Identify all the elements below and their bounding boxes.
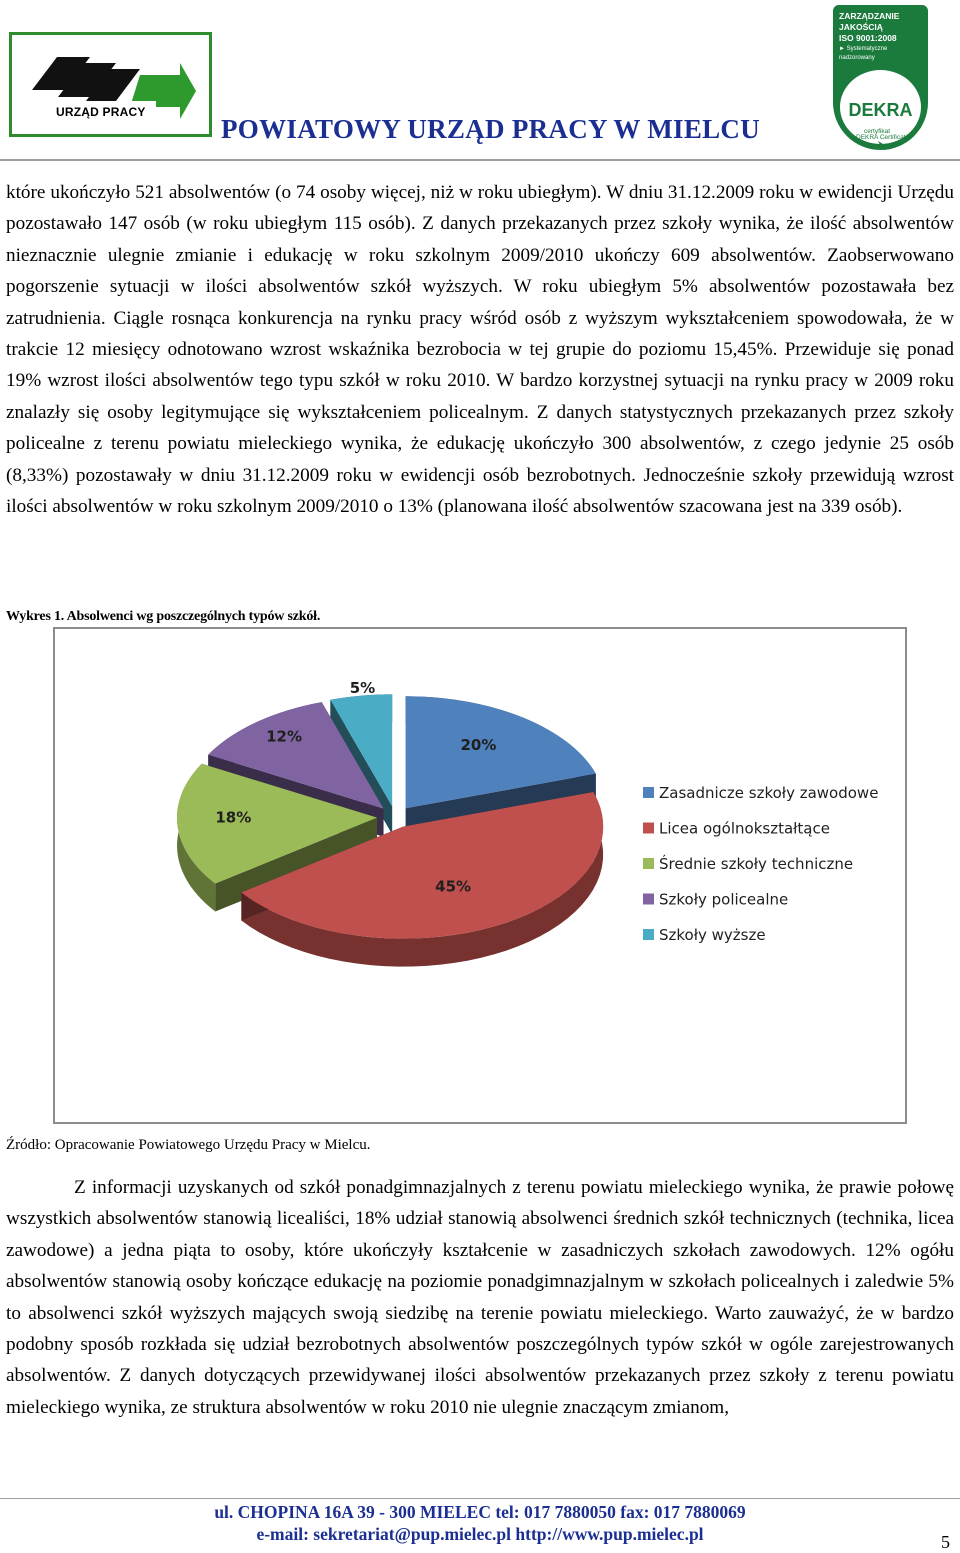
cert-line-5: nadzorowany bbox=[839, 55, 875, 61]
iso-certificate-badge bbox=[833, 5, 928, 150]
dekra-arrow-icon bbox=[876, 140, 894, 150]
logo-graphic-icon bbox=[12, 35, 209, 134]
cert-line-3: ISO 9001:2008 bbox=[839, 33, 897, 43]
legend-label-1: Licea ogólnokształtące bbox=[659, 819, 830, 838]
body-paragraph-2: Z informacji uzyskanych od szkół ponadgimnazjalnych z terenu powiatu mieleckiego wynika, że prawie połowę wszystkich absolwentów stanowią licealiści, 18% udział stanowią absolwenci średnich szkół technicznych (technika, licea zawodowe) a jedna piąta to osoby, które ukończyły kształcenie w zasadniczych szkołach zawodowych. 12% ogółu absolwentów stanowią osoby kończące edukację na poziomie ponadgimnazjalnym w szkołach policealnych i zaledwie 5% to absolwenci szkół wyższych mających swoją siedzibę na terenie powiatu mieleckiego. Warto zauważyć, że w bardzo podobny sposób rozkłada się udział bezrobotnych absolwentów poszczególnych typów szkół w ogóle zarejestrowanych absolwentów. Z danych dotyczących przewidywanej ilości absolwentów przekazanych przez szkoły z terenu powiatu mieleckiego wynika, ze struktura absolwentów w roku 2010 nie ulegnie znaczącym zmianom, bbox=[6, 1177, 954, 1418]
legend-swatch-3 bbox=[643, 894, 654, 905]
footer-contact: e-mail: sekretariat@pup.mielec.pl http://www.pup.mielec.pl bbox=[256, 1524, 704, 1544]
cert-line-2: JAKOŚCIĄ bbox=[839, 22, 883, 32]
office-logo bbox=[9, 32, 212, 137]
footer-divider bbox=[0, 1498, 960, 1499]
chart-caption: Wykres 1. Absolwenci wg poszczególnych typów szkół. bbox=[6, 609, 321, 624]
footer-address: ul. CHOPINA 16A 39 - 300 MIELEC tel: 017 7880050 fax: 017 7880069 bbox=[214, 1502, 746, 1522]
chart-source: Źródło: Opracowanie Powiatowego Urzędu Pracy w Mielcu. bbox=[6, 1137, 371, 1153]
data-label-3: 12% bbox=[266, 727, 303, 746]
legend-label-0: Zasadnicze szkoły zawodowe bbox=[659, 784, 879, 802]
cert-bottom-text: certyfikat bbox=[864, 128, 891, 135]
legend-swatch-0 bbox=[643, 787, 654, 798]
cert-ring-text: DEKRA Certification bbox=[856, 134, 915, 141]
legend-swatch-1 bbox=[643, 823, 654, 834]
dekra-seal bbox=[837, 67, 924, 147]
legend-swatch-2 bbox=[643, 858, 654, 869]
data-label-2: 18% bbox=[215, 808, 252, 827]
data-label-1: 45% bbox=[435, 877, 472, 896]
pie-chart-canvas bbox=[55, 629, 905, 1122]
legend-swatch-4 bbox=[643, 929, 654, 940]
header-divider bbox=[0, 159, 960, 161]
data-label-0: 20% bbox=[460, 736, 497, 755]
pie-chart bbox=[53, 627, 907, 1124]
page-number: 5 bbox=[941, 1532, 950, 1552]
cert-brand: DEKRA bbox=[848, 100, 913, 120]
legend-label-2: Średnie szkoły techniczne bbox=[659, 855, 854, 873]
body-paragraph-1: które ukończyło 521 absolwentów (o 74 osoby więcej, niż w roku ubiegłym). W dniu 31.12.2009 roku w ewidencji Urzędu pozostawało 147 osób (w roku ubiegłym 115 osób). Z danych przekazanych przez szkoły wynika, że ilość absolwentów nieznacznie ulegnie zmianie i edukację w roku szkolnym 2009/2010 ukończy 609 absolwentów. Zaobserwowano pogorszenie sytuacji w ilości absolwentów szkół wyższych. W roku ubiegłym 5% absolwentów pozostawała bez zatrudnienia. Ciągle rosnąca konkurencja na rynku pracy wśród osób z wyższym wykształceniem spowodowała, że w trakcie 12 miesięcy odnotowano wzrost wskaźnika bezrobocia w tej grupie do poziomu 15,45%. Przewiduje się ponad 19% wzrost ilości absolwentów tego typu szkół w roku 2010. W bardzo korzystnej sytuacji na rynku pracy w 2009 roku znalazły się osoby legitymujące się wykształceniem policealnym. Z danych statystycznych przekazanych przez szkoły policealne z terenu powiatu mieleckiego wynika, że edukację ukończyło 300 absolwentów, z czego jedynie 25 osób (8,33%) pozostawały w dniu 31.12.2009 roku w ewidencji osób bezrobotnych. Jednocześnie szkoły przewidują wzrost ilości absolwentów w roku szkolnym 2009/2010 o 13% (planowana ilość absolwentów szacowana jest na 339 osób). bbox=[6, 182, 954, 518]
page-title: POWIATOWY URZĄD PRACY W MIELCU bbox=[221, 114, 761, 144]
logo-caption: URZĄD PRACY bbox=[56, 105, 146, 119]
data-label-4: 5% bbox=[349, 679, 376, 698]
legend-label-4: Szkoły wyższe bbox=[659, 926, 766, 944]
legend-label-3: Szkoły policealne bbox=[659, 890, 789, 909]
cert-line-4: ► Systematyczne bbox=[839, 46, 888, 52]
cert-line-1: ZARZĄDZANIE bbox=[839, 11, 900, 21]
